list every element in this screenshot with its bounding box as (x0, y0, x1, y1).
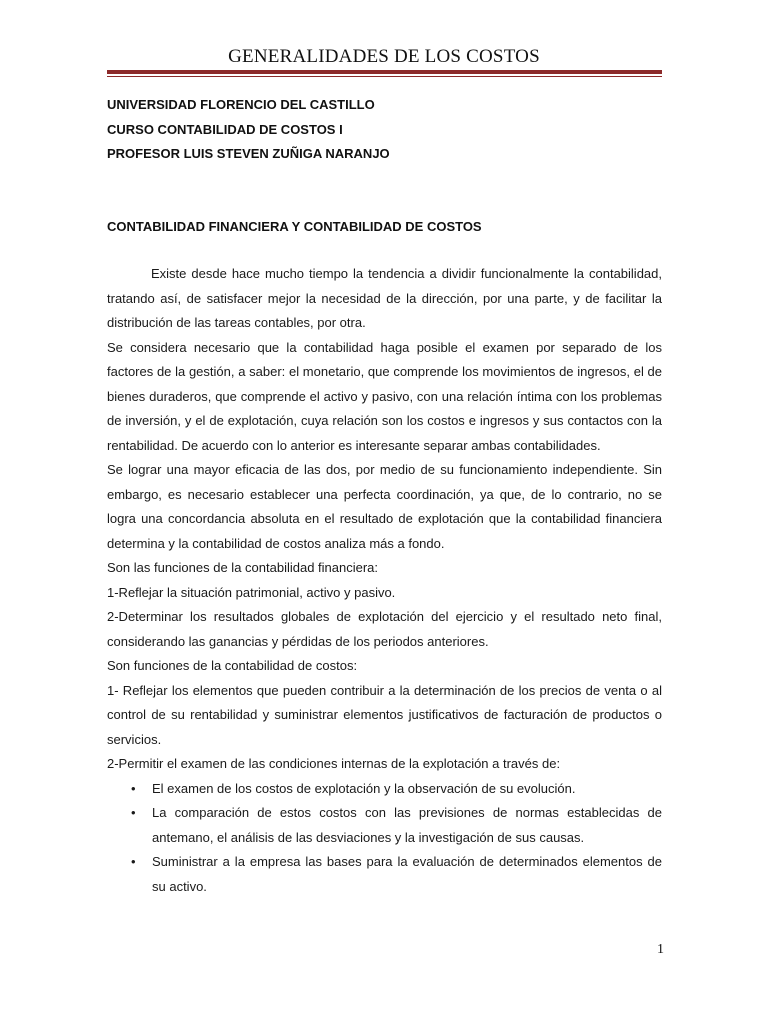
list-item-text: El examen de los costos de explotación y la observación de su evolución. (152, 780, 576, 796)
paragraph: Son funciones de la contabilidad de costos: (107, 658, 358, 673)
list-item (107, 801, 662, 850)
list-item (107, 777, 662, 802)
header-rule-thick (107, 70, 662, 74)
paragraph: Se considera necesario que la contabilidad haga posible el examen por separado de los factores de la gestión, a saber: el monetario, que comprende los movimientos de ingresos, el de bienes duraderos, que comprende el activo y pasivo, con una relación íntima con los problemas de inversión, y el de explotación, cuya relación son los costos e ingresos y sus contactos con la rentabilidad. De acuerdo con lo anterior es interesante separar ambas contabilidades. (107, 339, 662, 453)
paragraph: 2-Permitir el examen de las condiciones internas de la explotación a través de: (107, 756, 561, 771)
header-rule-thin (107, 76, 662, 77)
paragraph: Se lograr una mayor eficacia de las dos, por medio de su funcionamiento independiente. Sin embargo, es necesario establecer una perfecta coordinación, ya que, de lo contrario, no se logra una concordancia absoluta en el resultado de explotación que la contabilidad financiera determina y la contabilidad de costos analiza más a fondo. (107, 462, 662, 551)
paragraph: Existe desde hace mucho tiempo la tendencia a dividir funcionalmente la contabilidad, tratando así, de satisfacer mejor la necesidad de la dirección, por una parte, y de facilitar la distribución de las tareas contables, por otra. (107, 266, 662, 330)
bullet-list (107, 777, 662, 900)
page-header-title: GENERALIDADES DE LOS COSTOS (228, 46, 540, 67)
paragraph: 2-Determinar los resultados globales de explotación del ejercicio y el resultado neto final, considerando las ganancias y pérdidas de los periodos anteriores. (107, 609, 662, 649)
bullet-icon: • (131, 780, 136, 796)
document-meta (107, 93, 667, 167)
list-item (107, 850, 662, 899)
course-name: CURSO CONTABILIDAD DE COSTOS I (107, 121, 343, 137)
paragraph: 1-Reflejar la situación patrimonial, activo y pasivo. (107, 584, 396, 600)
bullet-icon: • (131, 854, 136, 869)
document-body (107, 262, 662, 899)
page-number: 1 (657, 942, 664, 957)
bullet-icon: • (131, 805, 136, 820)
list-item-text: Suministrar a la empresa las bases para la evaluación de determinados elementos de su activo. (152, 854, 662, 894)
paragraph: Son las funciones de la contabilidad financiera: (107, 560, 379, 575)
list-item-text: La comparación de estos costos con las previsiones de normas establecidas de antemano, el análisis de las desviaciones y la investigación de sus causas. (152, 805, 662, 845)
section-heading: CONTABILIDAD FINANCIERA Y CONTABILIDAD DE COSTOS (107, 219, 482, 234)
professor-name: PROFESOR LUIS STEVEN ZUÑIGA NARANJO (107, 146, 390, 161)
paragraph: 1- Reflejar los elementos que pueden contribuir a la determinación de los precios de venta o al control de su rentabilidad y suministrar elementos justificativos de facturación de productos o servicios. (107, 682, 662, 747)
university-name: UNIVERSIDAD FLORENCIO DEL CASTILLO (107, 97, 375, 112)
